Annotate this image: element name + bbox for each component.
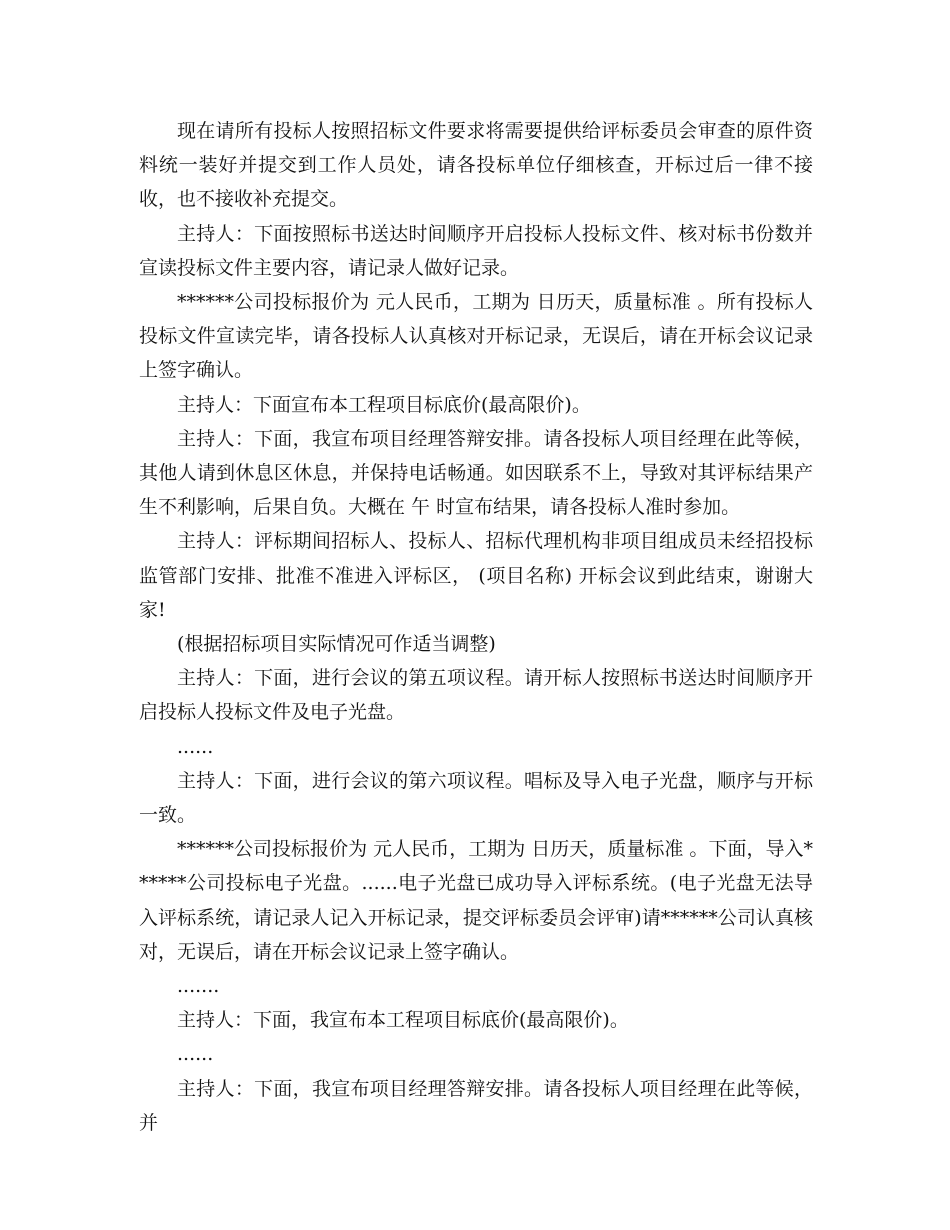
paragraph: 主持人：下面，进行会议的第六项议程。唱标及导入电子光盘，顺序与开标一致。 [139,769,813,827]
paragraph: 主持人：评标期间招标人、投标人、招标代理机构非项目组成员未经招投标监管部门安排、批准不准进入评标区， (项目名称) 开标会议到此结束，谢谢大家! [139,530,813,621]
ellipsis-line: ...... [177,1043,214,1066]
paragraph: 主持人：下面，我宣布项目经理答辩安排。请各投标人项目经理在此等候，并 [139,1077,813,1134]
paragraph: ******公司投标报价为 元人民币，工期为 日历天，质量标准 。所有投标人投标文件宣读完毕，请各投标人认真核对开标记录，无误后，请在开标会议记录上签字确认。 [139,291,813,382]
paragraph: 主持人：下面，我宣布本工程项目标底价(最高限价)。 [177,1009,629,1032]
paragraph: 主持人：下面，进行会议的第五项议程。请开标人按照标书送达时间顺序开启投标人投标文件及电子光盘。 [139,667,813,724]
paragraph: 主持人：下面宣布本工程项目标底价(最高限价)。 [177,393,591,416]
document-body [139,114,813,1140]
paragraph: 主持人：下面，我宣布项目经理答辩安排。请各投标人项目经理在此等候，其他人请到休息区休息，并保持电话畅通。如因联系不上，导致对其评标结果产生不利影响，后果自负。大概在 午 时宣布结果，请各投标人准时参加。 [139,427,813,519]
paragraph: ******公司投标报价为 元人民币，工期为 日历天，质量标准 。下面，导入******公司投标电子光盘。......电子光盘已成功导入评标系统。(电子光盘无法导入评标系统，请记录人记入开标记录，提交评标委员会评审)请******公司认真核对，无误后，请在开标会议记录上签字确认。 [139,838,813,963]
paragraph: 主持人：下面按照标书送达时间顺序开启投标人投标文件、核对标书份数并宣读投标文件主要内容，请记录人做好记录。 [139,222,813,279]
ellipsis-line: ...... [177,735,214,758]
ellipsis-line: ....... [177,975,220,998]
paragraph: 现在请所有投标人按照招标文件要求将需要提供给评标委员会审查的原件资料统一装好并提交到工作人员处，请各投标单位仔细核查，开标过后一律不接收，也不接收补充提交。 [139,120,813,211]
paragraph: (根据招标项目实际情况可作适当调整) [177,633,496,656]
